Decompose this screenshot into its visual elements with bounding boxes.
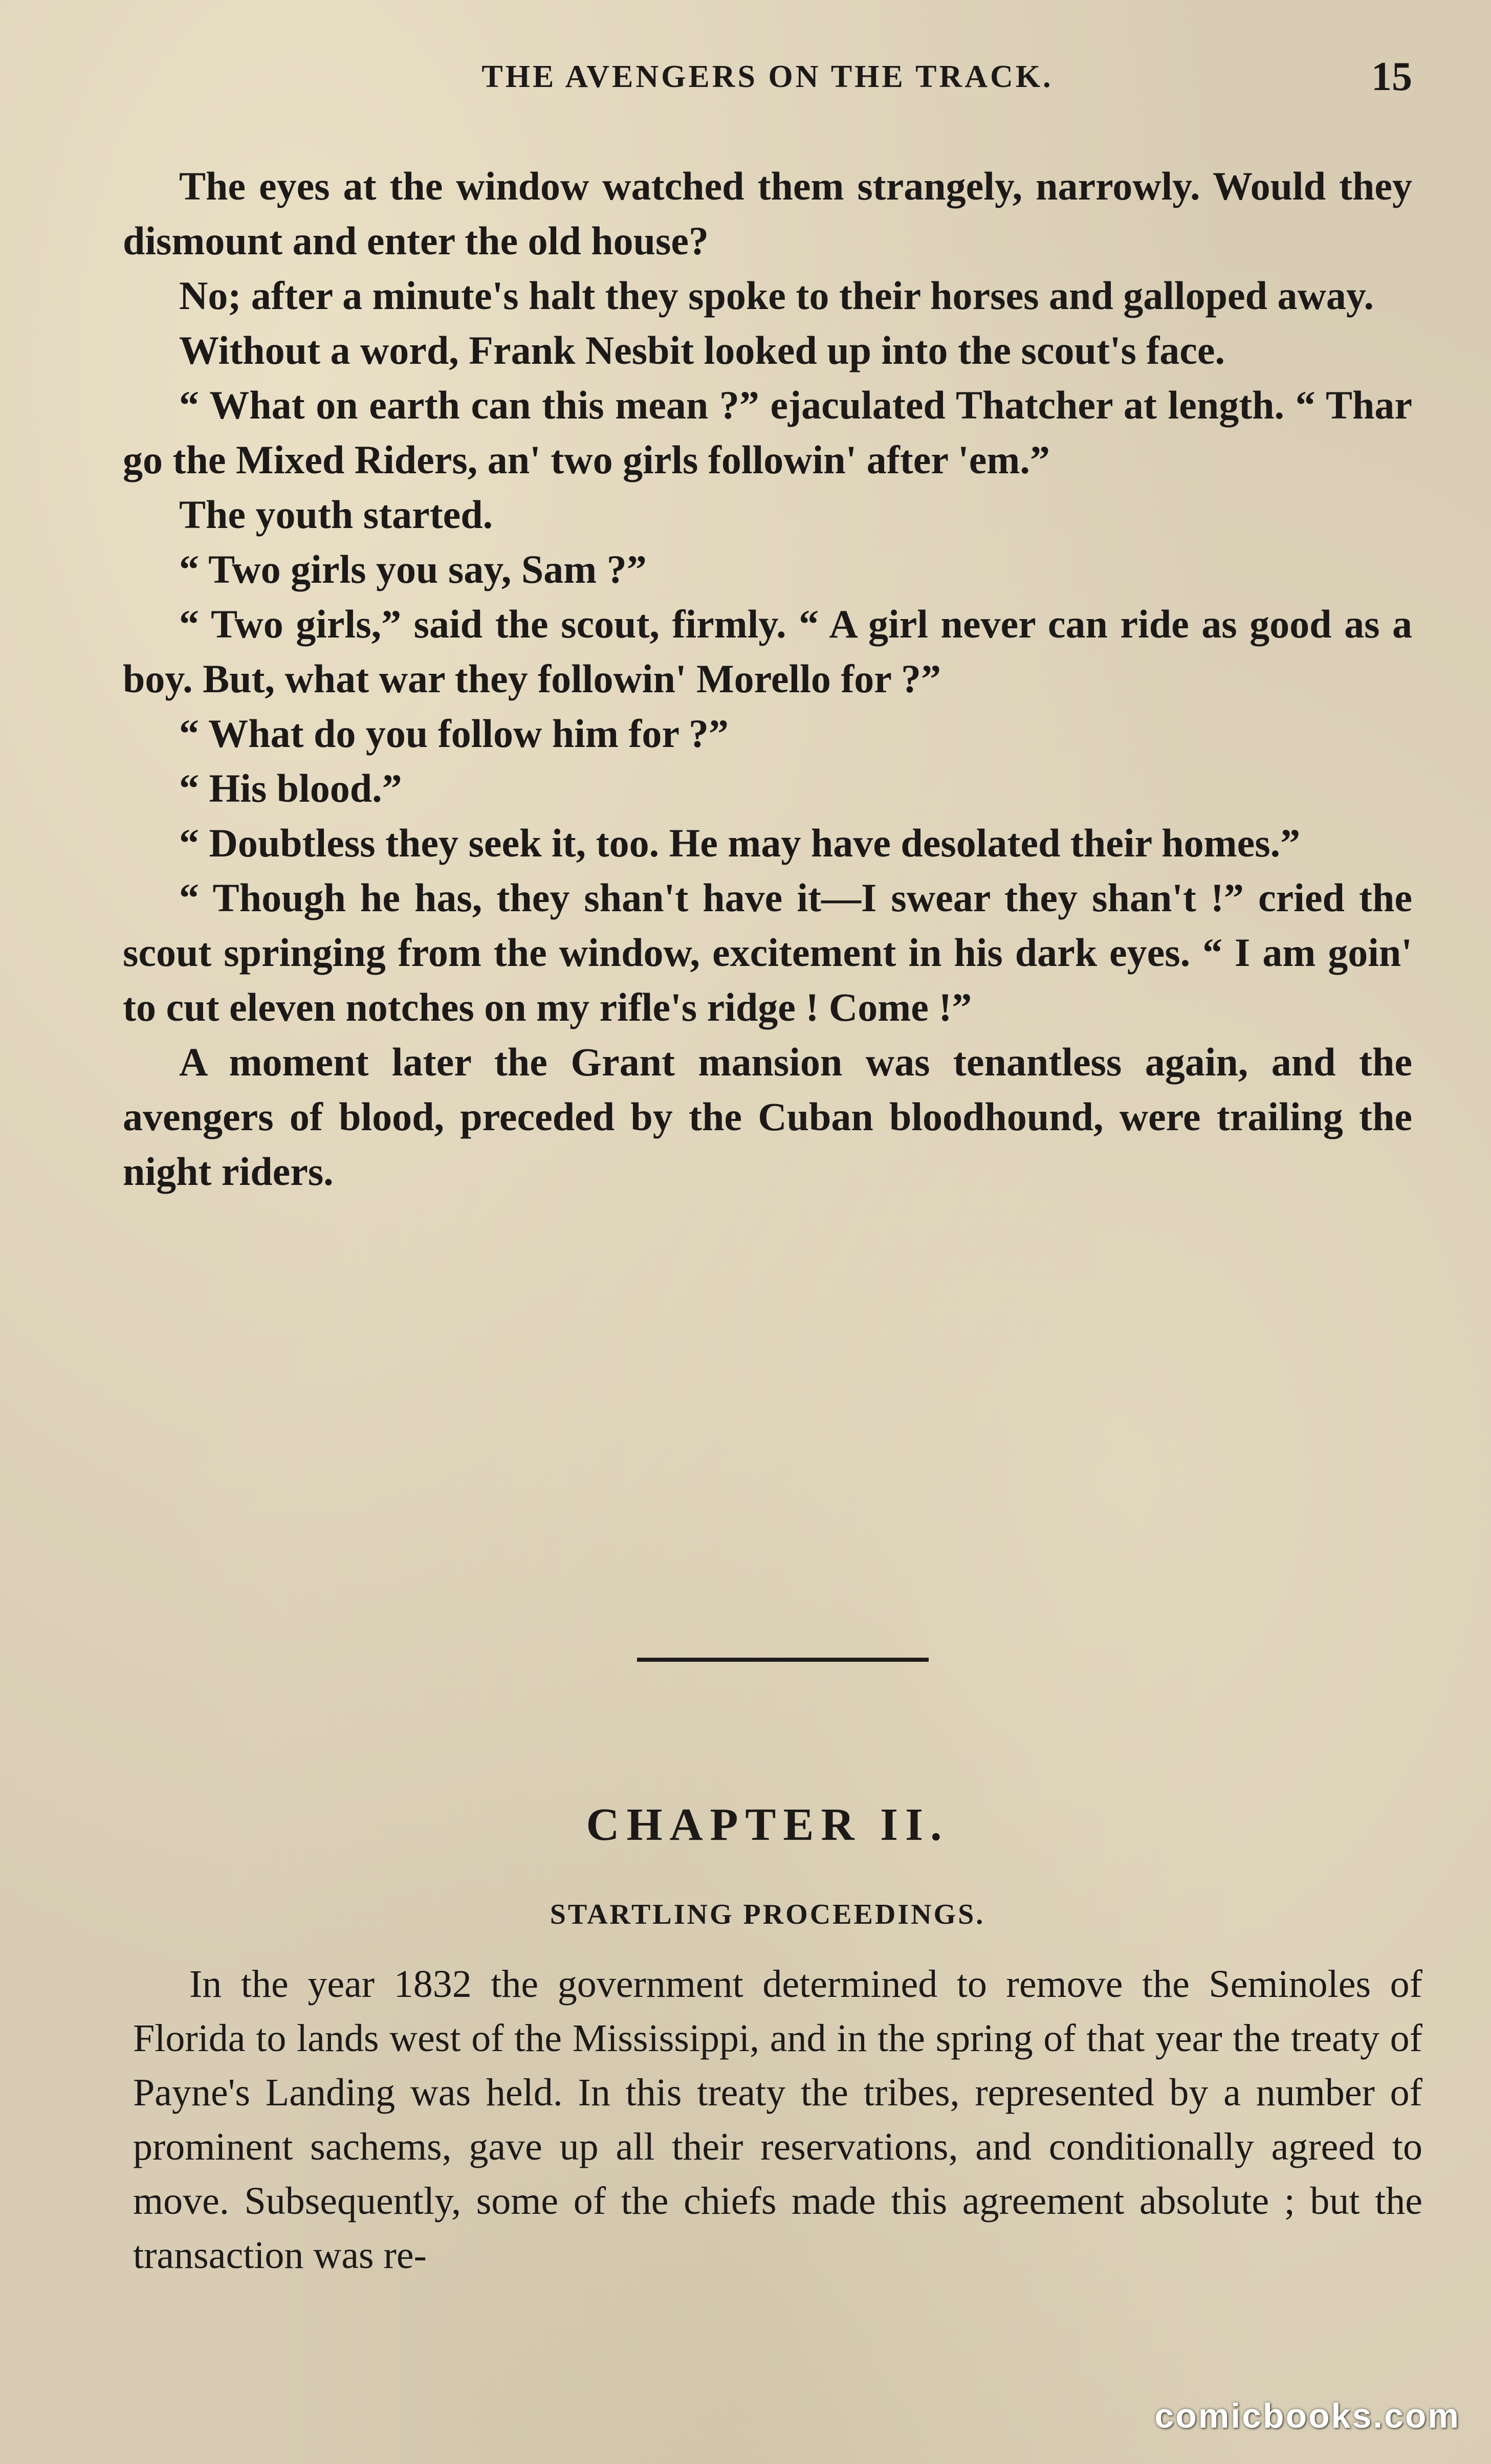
paragraph: A moment later the Grant mansion was tenantless again, and the avengers of blood, preceded by the Cuban bloodhound, were trailing the night riders. <box>123 1040 1412 1194</box>
section-divider-rule <box>637 1658 929 1662</box>
watermark-logo: comicbooks.com <box>1154 2396 1460 2435</box>
paragraph: “ Though he has, they shan't have it—I swear they shan't !” cried the scout springing from the window, excitement in his dark eyes. “ I am goin' to cut eleven notches on my rifle's ridge ! Come !” <box>123 875 1412 1029</box>
chapter-heading: CHAPTER II. <box>586 1799 949 1850</box>
running-title: THE AVENGERS ON THE TRACK. <box>481 59 1054 94</box>
paragraph: Without a word, Frank Nesbit looked up into the scout's face. <box>179 328 1225 372</box>
paragraph: In the year 1832 the government determined to remove the Seminoles of Florida to lands west of the Mississippi, and in the spring of that year the treaty of Payne's Landing was held. In this treaty the tribes, represented by a number of prominent sachems, gave up all their reservations, and conditionally agreed to move. Subsequently, some of the chiefs made this agreement absolute ; but the transaction was re- <box>133 1963 1422 2277</box>
paragraph: No; after a minute's halt they spoke to their horses and galloped away. <box>179 273 1374 318</box>
page-number: 15 <box>1371 54 1412 99</box>
paragraph: “ What on earth can this mean ?” ejaculated Thatcher at length. “ Thar go the Mixed Riders, an' two girls followin' after 'em.” <box>123 383 1412 482</box>
paragraph: The youth started. <box>179 492 493 537</box>
paragraph: The eyes at the window watched them strangely, narrowly. Would they dismount and enter the old house? <box>123 164 1412 263</box>
chapter-subtitle: STARTLING PROCEEDINGS. <box>550 1899 985 1930</box>
chapter-one-ending-text <box>123 159 1412 1199</box>
running-head <box>123 54 1412 105</box>
paragraph: “ What do you follow him for ?” <box>179 711 729 756</box>
paragraph: “ Doubtless they seek it, too. He may have desolated their homes.” <box>179 821 1301 865</box>
chapter-two-text <box>133 1957 1422 2282</box>
paragraph: “ Two girls you say, Sam ?” <box>179 547 647 591</box>
paragraph: “ His blood.” <box>179 766 402 810</box>
paragraph: “ Two girls,” said the scout, firmly. “ A girl never can ride as good as a boy. But, what war they followin' Morello for ?” <box>123 602 1412 701</box>
